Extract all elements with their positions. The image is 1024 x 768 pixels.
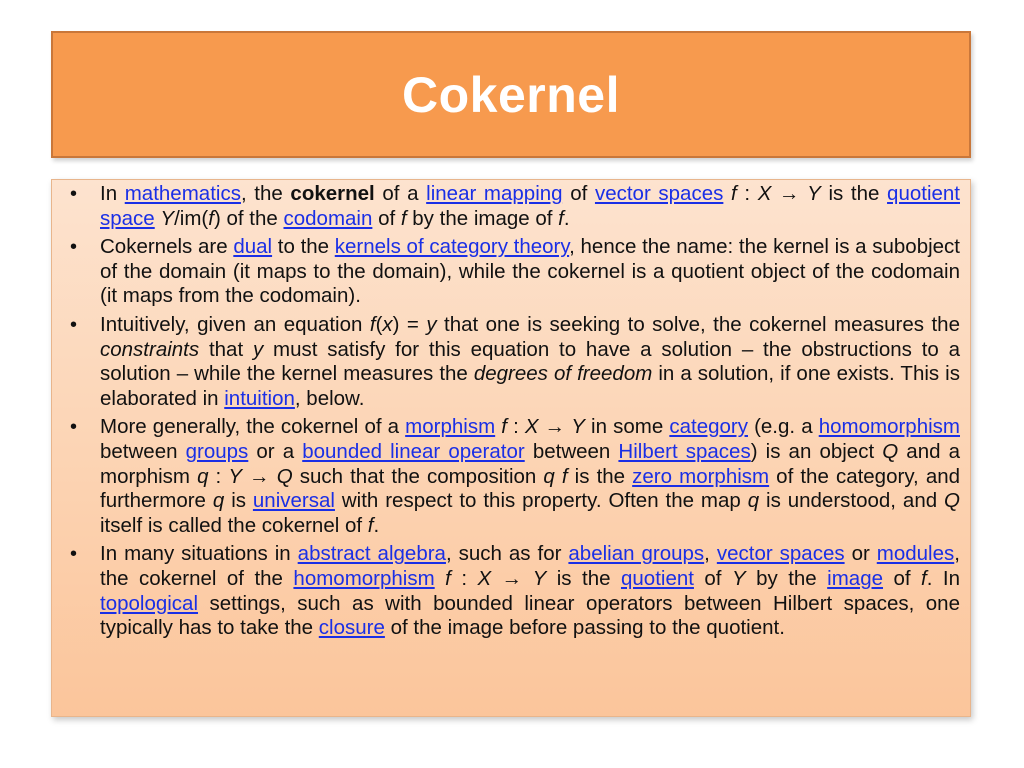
- italic-term: y: [426, 312, 437, 336]
- bullet-item: [64, 313, 960, 411]
- italic-term: q f: [543, 464, 568, 488]
- bullet-text: of the image before passing to the quotient.: [384, 616, 785, 640]
- bullet-text: [435, 567, 445, 590]
- bullet-text: such that the composition: [292, 464, 544, 488]
- italic-term: X: [477, 566, 492, 590]
- bullet-text: :: [450, 566, 478, 590]
- bullet-text: to the: [272, 235, 335, 259]
- content-panel: [51, 179, 971, 717]
- bullet-text: is the: [820, 182, 888, 205]
- italic-term: f: [731, 182, 737, 205]
- link-codomain[interactable]: codomain: [283, 206, 373, 230]
- title-banner: [51, 31, 971, 158]
- bullet-text: is the: [567, 464, 633, 488]
- bullet-text: of: [883, 566, 922, 590]
- bullet-text: ) =: [392, 312, 427, 336]
- bullet-text: of: [693, 566, 732, 590]
- link-zero-morphism[interactable]: zero morphism: [632, 464, 770, 488]
- bullet-text: between: [100, 439, 186, 463]
- bullet-text: , such as for: [445, 542, 569, 566]
- link-bounded-linear-operator[interactable]: bounded linear operator: [302, 439, 525, 463]
- bullet-text: of the category, and furthermore: [100, 464, 961, 513]
- bullet-text: :: [506, 415, 525, 439]
- link-homomorphism[interactable]: homomorphism: [293, 566, 435, 590]
- bullet-item: [64, 182, 960, 231]
- bullet-text: must satisfy for this equation to have a solution – the obstructions to a solution – while the kernel measures the: [100, 337, 960, 386]
- italic-term: Y: [532, 566, 547, 590]
- bullet-text: , below.: [294, 386, 365, 410]
- link-image[interactable]: image: [827, 566, 884, 590]
- bullet-text: itself is called the cokernel of: [100, 513, 368, 537]
- link-abstract-algebra[interactable]: abstract algebra: [297, 542, 446, 566]
- italic-term: f: [367, 513, 374, 537]
- link-linear-mapping[interactable]: linear mapping: [426, 182, 563, 205]
- link-closure[interactable]: closure: [318, 616, 385, 640]
- bullet-text: is understood, and: [759, 489, 945, 513]
- link-kernels-of-category-theory[interactable]: kernels of category theory: [334, 235, 570, 259]
- link-intuition[interactable]: intuition: [224, 386, 295, 410]
- italic-term: q: [212, 489, 225, 513]
- italic-term: f: [208, 206, 214, 230]
- bullet-text: Intuitively, given an equation: [100, 312, 370, 336]
- bullet-text: of: [372, 206, 401, 230]
- italic-term: degrees of freedom: [473, 362, 653, 386]
- italic-term: Y: [731, 566, 746, 590]
- bullet-text: is: [224, 489, 253, 513]
- bullet-text: :: [208, 464, 229, 488]
- bullet-text: between: [524, 439, 619, 463]
- italic-term: f: [400, 206, 407, 230]
- bullet-text: /im(: [174, 206, 209, 230]
- bullet-text: in a solution, if one exists. This is elaborated in: [100, 362, 960, 410]
- bullet-text: :: [736, 182, 758, 205]
- link-morphism[interactable]: morphism: [405, 415, 496, 439]
- bullet-item: [64, 235, 960, 309]
- bullet-item: [64, 415, 960, 538]
- link-homomorphism[interactable]: homomorphism: [818, 415, 960, 439]
- bullet-text: →: [538, 415, 572, 439]
- bullet-text: or: [844, 542, 877, 566]
- link-quotient-space[interactable]: quotient space: [100, 182, 960, 230]
- link-hilbert-spaces[interactable]: Hilbert spaces: [618, 439, 751, 463]
- bullet-text: In: [100, 182, 125, 205]
- bullet-text: of a: [374, 182, 427, 205]
- italic-term: y: [252, 337, 264, 361]
- link-topological[interactable]: topological: [100, 591, 199, 615]
- italic-term: f: [558, 206, 564, 230]
- bullet-text: , hence the name: the kernel is a subobject of the domain (it maps to the domain), while the cokernel is a quotient object of the codomain (it maps from the codomain).: [100, 235, 961, 308]
- italic-term: x: [382, 312, 393, 336]
- link-category[interactable]: category: [669, 415, 748, 439]
- bullet-text: by the image of: [406, 206, 559, 230]
- italic-term: q: [197, 464, 209, 488]
- bullet-text: ,: [704, 542, 717, 566]
- link-quotient[interactable]: quotient: [620, 566, 694, 590]
- italic-term: f: [445, 566, 451, 590]
- link-vector-spaces[interactable]: vector spaces: [716, 542, 845, 566]
- bullet-text: More generally, the cokernel of a: [100, 415, 406, 439]
- bullet-text: ) is an object: [750, 439, 883, 463]
- bullet-text: .: [373, 513, 380, 537]
- bold-term: cokernel: [290, 182, 375, 205]
- bullet-text: →: [491, 566, 533, 590]
- bullet-text: ) of the: [213, 206, 284, 230]
- bullet-text: . In: [926, 566, 960, 590]
- bullet-text: →: [771, 182, 808, 205]
- bullet-text: , the: [240, 182, 291, 205]
- bullet-text: , the cokernel of the: [100, 542, 960, 590]
- bullet-text: settings, such as with bounded linear operators between Hilbert spaces, one typically has to take the: [100, 591, 960, 640]
- italic-term: f: [369, 312, 376, 336]
- link-dual[interactable]: dual: [233, 235, 273, 259]
- italic-term: Q: [882, 439, 899, 463]
- bullet-text: In many situations in: [100, 542, 298, 566]
- italic-term: Y: [571, 415, 585, 439]
- italic-term: X: [757, 182, 772, 205]
- italic-term: Q: [276, 464, 293, 488]
- bullet-text: Cokernels are: [100, 235, 234, 259]
- bullet-text: →: [242, 464, 277, 488]
- bullet-text: is the: [546, 566, 621, 590]
- italic-term: Y: [807, 182, 821, 205]
- bullet-text: of: [562, 182, 595, 205]
- bullet-text: (e.g. a: [747, 415, 819, 439]
- bullet-item: [64, 542, 960, 640]
- link-vector-spaces[interactable]: vector spaces: [594, 182, 724, 205]
- italic-term: constraints: [100, 337, 200, 361]
- bullet-text: or a: [248, 439, 303, 463]
- italic-term: Y: [228, 464, 243, 488]
- bullet-list: [64, 182, 960, 641]
- bullet-text: [723, 182, 731, 205]
- bullet-text: with respect to this property. Often the map: [334, 489, 748, 513]
- slide-title: Cokernel: [402, 66, 620, 123]
- bullet-text: (: [375, 312, 383, 336]
- italic-term: f: [501, 415, 507, 439]
- bullet-text: that: [199, 337, 253, 361]
- bullet-text: by the: [745, 566, 828, 590]
- link-modules[interactable]: modules: [876, 542, 955, 566]
- bullet-text: .: [563, 206, 570, 230]
- link-mathematics[interactable]: mathematics: [124, 182, 241, 205]
- italic-term: X: [524, 415, 539, 439]
- italic-term: Y: [160, 206, 175, 230]
- italic-term: f: [921, 566, 927, 590]
- bullet-text: and a morphism: [100, 439, 961, 488]
- link-groups[interactable]: groups: [185, 439, 249, 463]
- bullet-text: that one is seeking to solve, the cokernel measures the: [436, 312, 960, 336]
- italic-term: Q: [944, 489, 960, 513]
- link-universal[interactable]: universal: [252, 489, 335, 513]
- bullet-text: in some: [584, 415, 670, 439]
- link-abelian-groups[interactable]: abelian groups: [568, 542, 705, 566]
- italic-term: q: [747, 489, 760, 513]
